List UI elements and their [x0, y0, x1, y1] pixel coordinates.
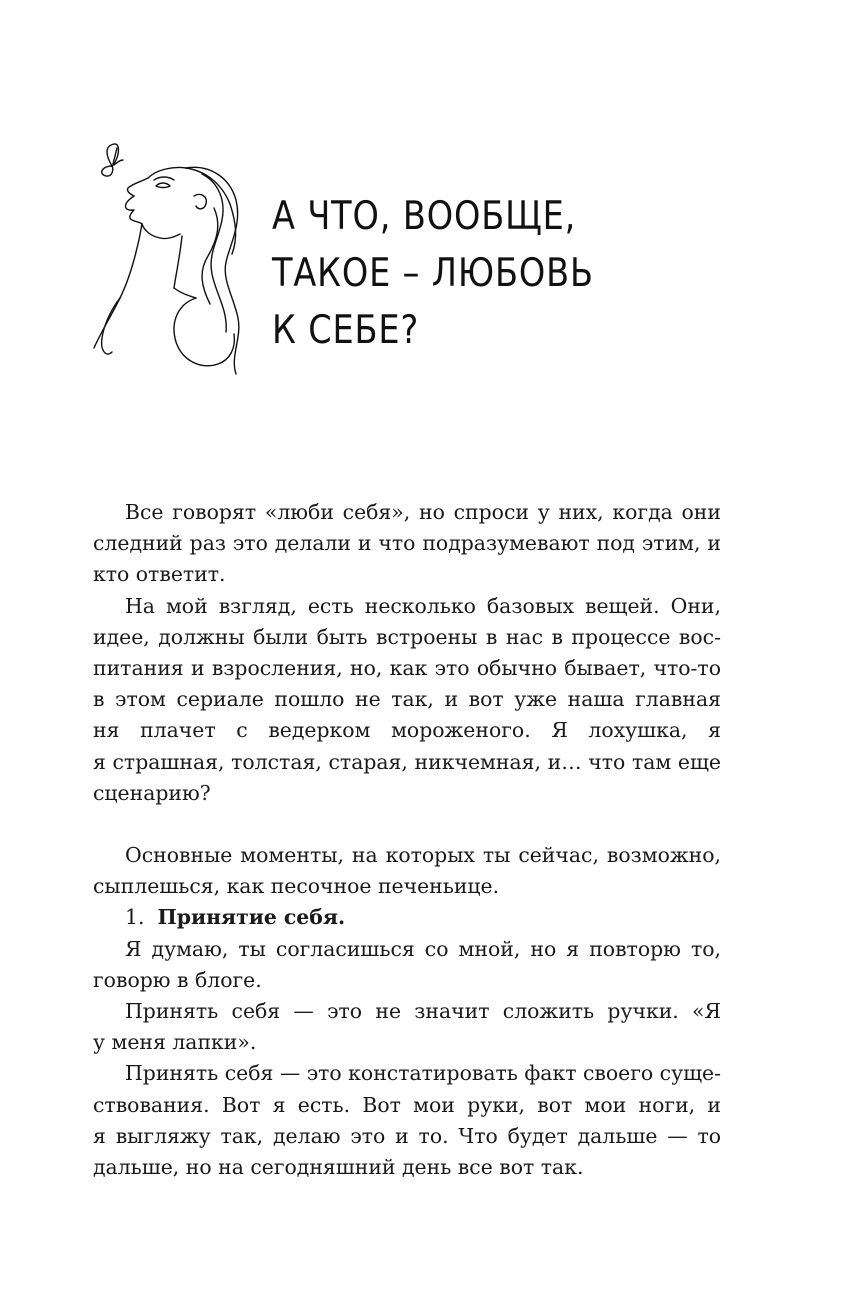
text-line: питания и взросления, но, как это обычно бывает, что-то: [93, 655, 721, 680]
text-line: говорю в блоге.: [93, 967, 262, 992]
text-line: Я думаю, ты согласишься со мной, но я повторю то,: [125, 936, 721, 961]
text-line: дальше, но на сегодняшний день все вот так.: [93, 1154, 584, 1179]
chapter-title: [272, 188, 719, 359]
text-line: ствования. Вот я есть. Вот мои руки, вот мои ноги, и: [93, 1092, 721, 1117]
text-line: сценарию?: [93, 780, 211, 805]
chapter-body: [93, 497, 721, 1183]
text-line: Принять себя — это констатировать факт своего суще-: [125, 1061, 721, 1086]
section-heading: [93, 902, 721, 933]
text-line: На мой взгляд, есть несколько базовых вещей. Они,: [125, 593, 721, 618]
text-line: я выгляжу так, делаю это и то. Что будет дальше — то: [93, 1123, 721, 1148]
text-line: следний раз это делали и что подразумевают под этим, и: [93, 531, 721, 556]
text-line: у меня лапки».: [93, 1030, 257, 1055]
chapter-title-line: К СЕБЕ?: [272, 308, 420, 353]
text-line: идее, должны были быть встроены в нас в процессе вос-: [93, 624, 721, 649]
section-heading-text: Принятие себя.: [157, 905, 346, 930]
chapter-title-line: А ЧТО, ВООБЩЕ,: [272, 194, 577, 239]
section-number: 1.: [125, 905, 145, 930]
woman-face-butterfly-line-art-icon: [90, 138, 250, 376]
text-line: я страшная, толстая, старая, никчемная, и… что там еще: [93, 749, 721, 774]
text-line: кто ответит.: [93, 562, 226, 587]
text-line: Основные моменты, на которых ты сейчас, возможно,: [125, 843, 721, 868]
text-line: сыплешься, как песочное печеньице.: [93, 874, 500, 899]
text-line: ня плачет с ведерком мороженого. Я лохушка, я: [93, 718, 721, 743]
text-line: Все говорят «люби себя», но спроси у них, когда они: [125, 500, 721, 524]
chapter-title-line: ТАКОЕ – ЛЮБОВЬ: [272, 251, 594, 296]
text-line: в этом сериале пошло не так, и вот уже наша главная: [93, 687, 721, 712]
paragraph-gap: [93, 809, 721, 840]
text-line: Принять себя — это не значит сложить ручки. «Я: [125, 999, 721, 1023]
